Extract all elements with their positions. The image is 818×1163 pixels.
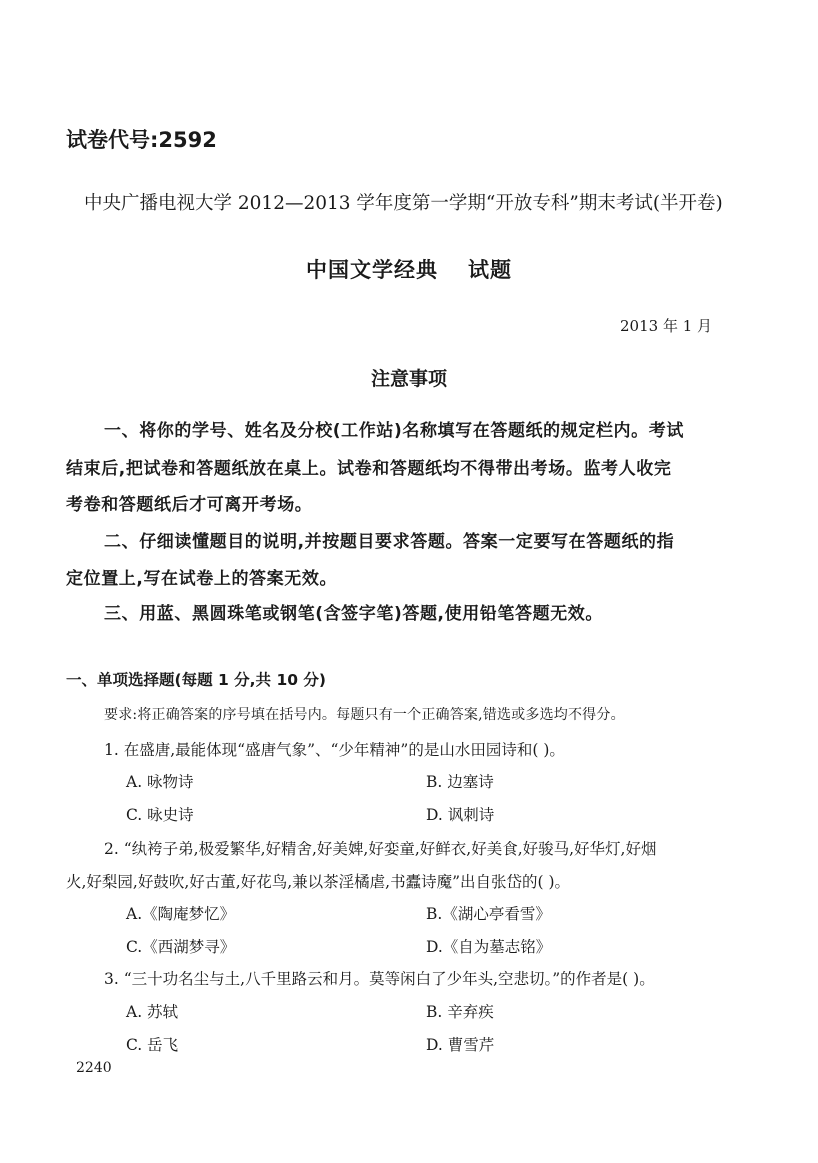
question-2-line-1: 2. “纨袴子弟,极爱繁华,好精舍,好美婢,好娈童,好鲜衣,好美食,好骏马,好华灯,好烟 — [104, 840, 657, 858]
notice-2-line-2: 定位置上,写在试卷上的答案无效。 — [66, 569, 338, 589]
question-2-line-2: 火,好梨园,好鼓吹,好古董,好花鸟,兼以茶淫橘虐,书蠹诗魔”出自张岱的( )。 — [66, 873, 571, 891]
notice-1-line-2: 结束后,把试卷和答题纸放在桌上。试卷和答题纸均不得带出考场。监考人收完 — [66, 459, 672, 479]
section-requirement: 要求:将正确答案的序号填在括号内。每题只有一个正确答案,错选或多选均不得分。 — [104, 707, 625, 723]
q3-option-c: C. 岳飞 — [126, 1036, 179, 1054]
notice-1-line-1: 一、将你的学号、姓名及分校(工作站)名称填写在答题纸的规定栏内。考试 — [104, 421, 684, 441]
q1-option-d: D. 讽刺诗 — [426, 806, 495, 824]
q2-option-c: C.《西湖梦寻》 — [126, 938, 236, 956]
q3-option-d: D. 曹雪芹 — [426, 1036, 495, 1054]
q2-option-b: B.《湖心亭看雪》 — [426, 905, 551, 923]
notice-1-line-3: 考卷和答题纸后才可离开考场。 — [66, 495, 313, 515]
notice-2-line-1: 二、仔细读懂题目的说明,并按题目要求答题。答案一定要写在答题纸的指 — [104, 532, 675, 552]
title-suffix: 试题 — [468, 258, 512, 282]
q1-option-b: B. 边塞诗 — [426, 773, 494, 791]
exam-line: 中央广播电视大学 2012—2013 学年度第一学期“开放专科”期末考试(半开卷) — [84, 193, 723, 214]
page-number: 2240 — [76, 1060, 112, 1076]
q2-option-d: D.《自为墓志铭》 — [426, 938, 552, 956]
q1-option-c: C. 咏史诗 — [126, 806, 194, 824]
q3-option-b: B. 辛弃疾 — [426, 1003, 494, 1021]
question-3: 3. “三十功名尘与土,八千里路云和月。莫等闲白了少年头,空悲切。”的作者是( )。 — [104, 970, 655, 988]
course-title: 中国文学经典 — [306, 258, 438, 282]
q2-option-a: A.《陶庵梦忆》 — [126, 905, 236, 923]
paper-code: 试卷代号:2592 — [66, 128, 217, 152]
section-title: 一、单项选择题(每题 1 分,共 10 分) — [66, 671, 326, 689]
notice-3-line-1: 三、用蓝、黑圆珠笔或钢笔(含签字笔)答题,使用铅笔答题无效。 — [104, 604, 603, 624]
notice-heading: 注意事项 — [370, 368, 447, 390]
q3-option-a: A. 苏轼 — [126, 1003, 179, 1021]
exam-date: 2013 年 1 月 — [620, 317, 713, 335]
page-title — [0, 254, 818, 284]
q1-option-a: A. 咏物诗 — [126, 773, 194, 791]
question-1: 1. 在盛唐,最能体现“盛唐气象”、“少年精神”的是山水田园诗和( )。 — [104, 741, 565, 759]
